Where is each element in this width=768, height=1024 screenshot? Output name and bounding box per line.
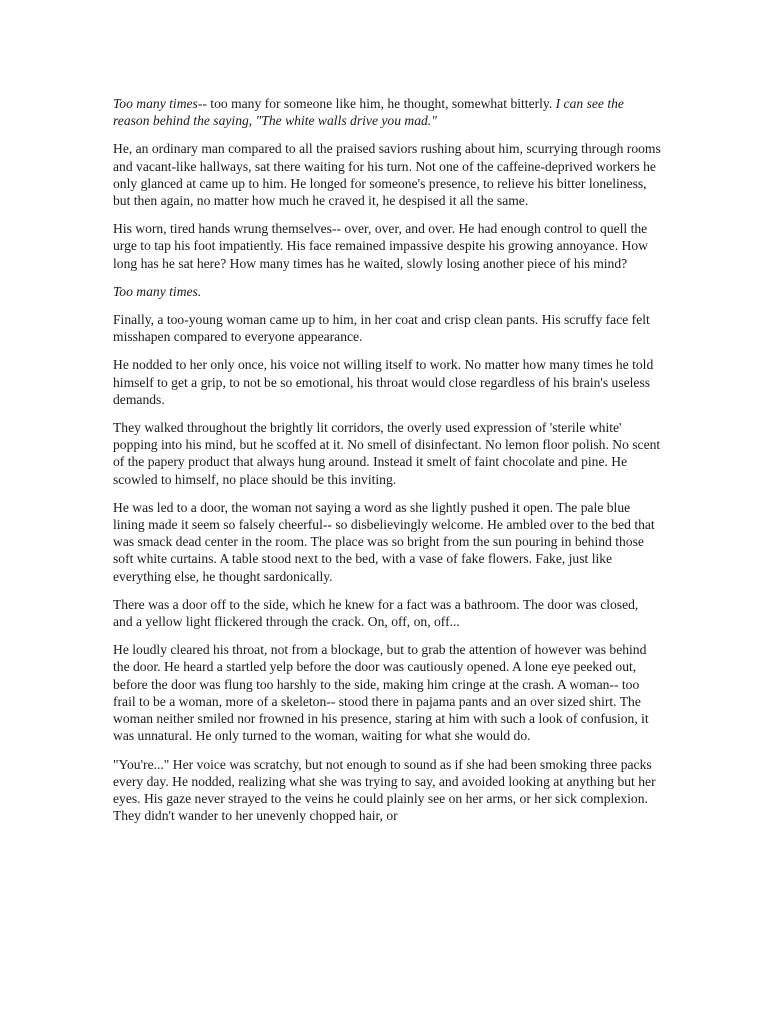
document-page (113, 95, 661, 835)
paragraph-10: He loudly cleared his throat, not from a blockage, but to grab the attention of however was behind the door. He heard a startled yelp before the door was cautiously opened. A lone eye peeked out, before the door was flung too harshly to the side, making him cringe at the crash. A woman-- too frail to be a woman, more of a skeleton-- stood there in pajama pants and an over sized shirt. The woman neither smiled nor frowned in his presence, staring at him with such a look of confusion, it was unnatural. He only turned to the woman, waiting for what she would do. (113, 642, 649, 744)
paragraph-1-text: -- too many for someone like him, he thought, somewhat bitterly. (197, 96, 556, 111)
paragraph-2: He, an ordinary man compared to all the praised saviors rushing about him, scurrying through rooms and vacant-like hallways, sat there waiting for his turn. Not one of the caffeine-deprived workers he only glanced at came up to him. He longed for someone's presence, to relieve his bitter loneliness, but then again, no matter how much he craved it, he despised it all the same. (113, 141, 661, 209)
paragraph-6: He nodded to her only once, his voice not willing itself to work. No matter how many times he told himself to get a grip, to not be so emotional, his throat would close regardless of his brain's useless demands. (113, 357, 654, 407)
paragraph-1-italic-lead: Too many times (113, 96, 198, 111)
paragraph-4: Too many times. (113, 283, 202, 299)
paragraph-8: He was led to a door, the woman not saying a word as she lightly pushed it open. The pale blue lining made it seem so falsely cheerful-- so disbelievingly welcome. He ambled over to the bed that was smack dead center in the room. The place was so bright from the sun pouring in behind those soft white curtains. A table stood next to the bed, with a vase of fake flowers. Fake, just like everything else, he thought sardonically. (113, 499, 655, 584)
paragraph-7: They walked throughout the brightly lit corridors, the overly used expression of 'sterile white' popping into his mind, but he scoffed at it. No smell of disinfectant. No lemon floor polish. No scent of the papery product that always hung around. Instead it smelt of faint chocolate and pine. He scowled to himself, no place should be this inviting. (113, 420, 661, 487)
paragraph-11: "You're..." Her voice was scratchy, but not enough to sound as if she had been smoking three packs every day. He nodded, realizing what she was trying to say, and avoided looking at anything but her eyes. His gaze never strayed to the veins he could plainly see on her arms, or her sick complexion. They didn't wander to her unevenly chopped hair, or (113, 756, 656, 824)
paragraph-3: His worn, tired hands wrung themselves-- over, over, and over. He had enough control to quell the urge to tap his foot impatiently. His face remained impassive despite his growing annoyance. How long has he sat here? How many times has he waited, slowly losing another piece of his mind? (113, 221, 648, 271)
paragraph-5: Finally, a too-young woman came up to him, in her coat and crisp clean pants. His scruffy face felt misshapen compared to everyone appearance. (113, 312, 650, 345)
paragraph-9: There was a door off to the side, which he knew for a fact was a bathroom. The door was closed, and a yellow light flickered through the crack. On, off, on, off... (113, 596, 639, 630)
paragraph-1-italic-thought: I can see the reason behind the saying, "The white walls drive you mad." (113, 96, 624, 129)
paragraph-1 (113, 95, 661, 129)
